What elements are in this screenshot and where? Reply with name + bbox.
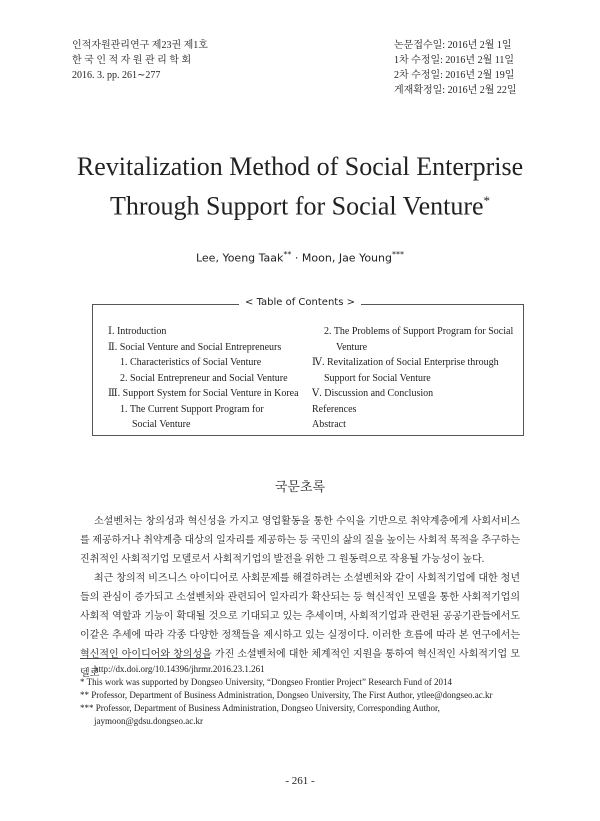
title-footnote-mark: * [483,193,491,208]
toc-item: 1. Characteristics of Social Venture [120,357,262,368]
toc-item: Support for Social Venture [324,372,431,384]
toc-item: Social Venture [132,419,191,430]
toc-left-column [100,324,299,433]
footnote-funding: * This work was supported by Dongseo University, “Dongseo Frontier Project” Research Fund of 2014 [80,677,452,687]
toc-item: Abstract [312,419,346,430]
footnote-first-author: ** Professor, Department of Business Administration, Dongseo University, The First Author, ytlee@dongseo.ac.kr [80,690,493,700]
title-line-1: Revitalization Method of Social Enterprise [76,152,524,181]
received-date: 논문접수일: 2016년 2월 1일 [394,40,512,51]
doi-link[interactable]: http://dx.doi.org/10.14396/jhrmr.2016.23.1.261 [94,664,265,674]
author-2: Moon, Jae Young [301,251,392,265]
toc-item: Ⅰ. Introduction [108,326,167,337]
accepted-date: 게재확정일: 2016년 2월 22일 [394,85,517,96]
abstract-paragraph-1: 소셜벤처는 창의성과 혁신성을 가지고 영업활동을 통한 수익을 기반으로 취약계층에게 사회서비스를 제공하거나 취약계층 대상의 일자리를 제공하는 등 국민의 삶의 질을 높이는 사회적 목적을 추구하는 진취적인 사회적기업 모델로서 사회적기업의 발전을 위한 그 원동력으로 작용될 가능성이 높다. [80,516,520,565]
toc-item: Ⅱ. Social Venture and Social Entrepreneurs [108,341,282,353]
title-line-2: Through Support for Social Venture [109,191,484,221]
toc-item: Ⅴ. Discussion and Conclusion [312,388,434,399]
abstract-heading: 국문초록 [274,480,326,495]
toc-heading: < Table of Contents > [0,297,600,308]
footnotes [80,663,530,728]
toc-right-column [312,324,513,433]
paper-title [40,150,560,224]
author-1-mark: ** [283,250,292,259]
toc-item: 2. Social Entrepreneur and Social Venture [120,372,288,384]
toc-item: References [312,403,357,415]
footnote-divider [80,658,210,659]
footnote-corresponding-author: *** Professor, Department of Business Administration, Dongseo University, Corresponding Author, jaymoon@gdsu.dongseo.ac.kr [80,703,440,726]
issue-info: 2016. 3. pp. 261∼277 [72,70,161,81]
revision1-date: 1차 수정일: 2016년 2월 11일 [394,55,515,66]
toc-item: Venture [336,341,368,353]
author-1: Lee, Yoeng Taak [195,251,284,265]
toc-item: Ⅳ. Revitalization of Social Enterprise through [312,357,499,368]
author-2-mark: *** [392,250,404,259]
revision2-date: 2차 수정일: 2016년 2월 19일 [394,70,515,81]
submission-dates [394,38,517,98]
journal-name: 인적자원관리연구 제23권 제1호 [72,40,208,51]
toc-item: 2. The Problems of Support Program for Social [324,326,514,337]
toc-item: 1. The Current Support Program for [120,403,264,415]
page-number: - 261 - [285,775,315,787]
toc-item: Ⅲ. Support System for Social Venture in Korea [108,388,299,399]
society-name: 한 국 인 적 자 원 관 리 학 회 [72,55,192,66]
author-line [0,250,600,265]
abstract-paragraph-2: 최근 창의적 비즈니스 아이디어로 사회문제를 해결하려는 소셜벤처와 같이 사회적기업에 대한 청년들의 관심이 증가되고 소셜벤처와 관련되어 일자리가 확산되는 등 혁신적인 모델을 통한 사회적기업의 사회적 역할과 기능이 확대될 것으로 기대되고 있는 추세이며, 사회적기업과 관련된 공공기관들에서도 이같은 추세에 따라 각종 다양한 정책들을 제시하고 있는 실정이다. 이러한 흐름에 따라 본 연구에서는 혁신적인 아이디어와 창의성을 가진 소셜벤처에 대한 체계적인 지원을 통하여 혁신적인 사회적기업 모델로 [80,573,520,679]
author-separator: · [291,251,302,265]
journal-header [72,38,208,83]
